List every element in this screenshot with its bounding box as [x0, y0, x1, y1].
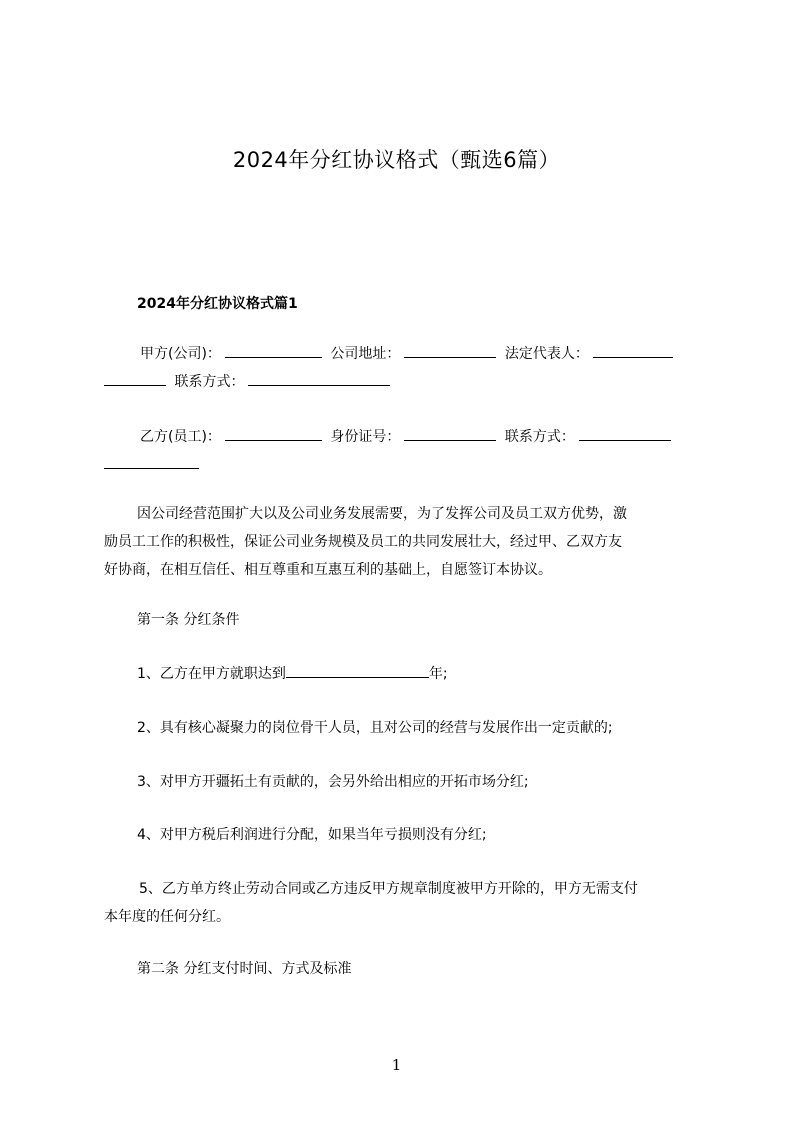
item-1-text: 1、乙方在甲方就职达到: [137, 666, 286, 682]
article-1-item-5: [104, 875, 704, 931]
article-1-item-1: [104, 660, 704, 688]
article-2-heading: 第二条 分红支付时间、方式及标准: [137, 961, 352, 977]
article-1-heading: 第一条 分红条件: [137, 612, 240, 628]
section-heading: 2024年分红协议格式篇1: [137, 296, 298, 312]
item-5-line: 本年度的任何分红。: [104, 909, 230, 925]
party-a-contact-blank[interactable]: [248, 370, 390, 386]
article-1-item-3: 3、对甲方开疆拓土有贡献的，会另外给出相应的开拓市场分红;: [137, 774, 529, 790]
item-5-line: 5、乙方单方终止劳动合同或乙方违反甲方规章制度被甲方开除的，甲方无需支付: [139, 881, 638, 897]
intro-paragraph: [104, 500, 704, 584]
party-b-contact-label: 联系方式：: [504, 429, 575, 445]
party-a-name-blank[interactable]: [225, 342, 322, 358]
intro-line: 励员工工作的积极性，保证公司业务规模及员工的共同发展壮大，经过甲、乙双方友: [104, 534, 622, 550]
party-b-label: 乙方(员工)：: [140, 429, 221, 445]
intro-line: 好协商，在相互信任、相互尊重和互惠互利的基础上，自愿签订本协议。: [104, 562, 552, 578]
company-address-blank[interactable]: [404, 342, 496, 358]
item-1-suffix: 年;: [428, 666, 448, 682]
company-address-label: 公司地址：: [330, 346, 401, 362]
legal-rep-blank-continued[interactable]: [104, 370, 166, 386]
party-b-block: [104, 423, 704, 479]
document-title: 2024年分红协议格式（甄选6篇）: [232, 148, 561, 172]
page-number: 1: [391, 1056, 402, 1074]
party-a-contact-label: 联系方式：: [174, 374, 245, 390]
id-number-blank[interactable]: [404, 425, 496, 441]
legal-rep-blank[interactable]: [593, 342, 673, 358]
party-a-block: [104, 340, 704, 396]
article-1-item-2: 2、具有核心凝聚力的岗位骨干人员，且对公司的经营与发展作出一定贡献的;: [137, 720, 613, 736]
party-b-contact-blank[interactable]: [579, 425, 671, 441]
article-1-item-4: 4、对甲方税后利润进行分配，如果当年亏损则没有分红;: [137, 827, 487, 843]
party-b-name-blank[interactable]: [225, 425, 322, 441]
id-number-label: 身份证号：: [330, 429, 401, 445]
intro-line: 因公司经营范围扩大以及公司业务发展需要，为了发挥公司及员工双方优势，激: [137, 506, 627, 522]
party-b-contact-blank-continued[interactable]: [104, 453, 199, 469]
party-a-label: 甲方(公司)：: [140, 346, 221, 362]
years-blank[interactable]: [286, 662, 429, 678]
legal-rep-label: 法定代表人：: [504, 346, 589, 362]
